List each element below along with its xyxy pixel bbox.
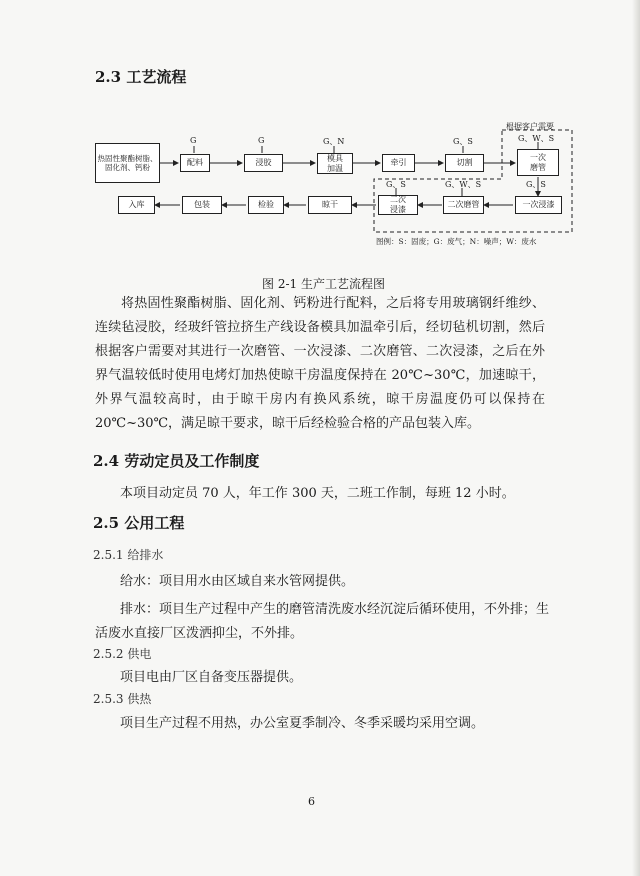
water-supply-text: 给水：项目用水由区域自来水管网提供。 (120, 574, 355, 589)
flowchart-legend: 图例：S：固废；G：废气；N：噪声；W：废水 (376, 237, 537, 246)
emission-label-gs-jinqi2: G、S (386, 180, 406, 189)
emission-label-gs-jinqi1: G、S (526, 180, 546, 189)
flow-box-lianggan: 晾干 (308, 196, 352, 214)
section-2-5-3-heading: 2.5.3 供热 (93, 692, 152, 706)
page-number: 6 (308, 795, 315, 808)
emission-label-gn-moju: G、N (323, 137, 345, 146)
power-supply-text: 项目电由厂区自备变压器提供。 (120, 670, 303, 685)
section-2-5-1-heading: 2.5.1 给排水 (93, 548, 164, 562)
emission-label-gws-moguan2: G、W、S (445, 180, 482, 189)
emission-label-g-jinjiao: G (258, 136, 265, 145)
flow-box-ruku: 入库 (118, 196, 155, 214)
flow-box-qianyin: 牵引 (382, 154, 415, 172)
figure-caption: 图 2-1 生产工艺流程图 (262, 277, 385, 291)
emission-label-gs-qiege: G、S (453, 137, 473, 146)
flow-box-erci-moguan: 二次磨管 (443, 196, 484, 214)
flow-box-raw-materials: 热固性聚酯树脂、固化剂、钙粉 (95, 143, 160, 183)
emission-label-gws-moguan1: G、W、S (518, 134, 555, 143)
flow-box-moju: 模具加温 (317, 153, 353, 174)
flow-box-peiliao: 配料 (180, 154, 210, 172)
section-2-5-heading: 2.5 公用工程 (93, 514, 185, 532)
section-2-4-body: 本项目动定员 70 人，年工作 300 天，二班工作制，每班 12 小时。 (120, 486, 515, 501)
flow-box-jianyan: 检验 (248, 196, 284, 214)
heating-text: 项目生产过程不用热，办公室夏季制冷、冬季采暖均采用空调。 (120, 716, 485, 731)
section-2-3-heading: 2.3 工艺流程 (95, 68, 187, 86)
flow-box-baozhuang: 包装 (182, 196, 222, 214)
emission-label-g-peiliao: G (190, 136, 197, 145)
drainage-text-line2: 活废水直接厂区泼洒抑尘，不外排。 (95, 626, 304, 641)
customer-need-note: 根据客户需要 (506, 122, 554, 131)
flow-box-yici-moguan: 一次磨管 (517, 149, 559, 176)
section-2-4-heading: 2.4 劳动定员及工作制度 (93, 452, 260, 470)
flow-box-qiege: 切割 (445, 154, 484, 172)
section-2-3-body: 将热固性聚酯树脂、固化剂、钙粉进行配料，之后将专用玻璃钢纤维纱、连续毡浸胶，经玻纤管拉挤生产线设备模具加温牵引后，经切毡机切割，然后根据客户需要对其进行一次磨管、一次浸漆、二次磨管、二次浸漆，之后在外界气温较低时使用电烤灯加热使晾干房温度保持在 20℃~30℃，加速晾干，外界气温较高时，由于晾干房内有换风系统，晾干房温度仍可以保持在 20℃~30℃，满足晾干要求，晾干后经检验合格的产品包装入库。 (95, 296, 545, 431)
section-2-5-2-heading: 2.5.2 供电 (93, 647, 152, 661)
flow-box-erci-jinqi: 二次浸漆 (378, 195, 418, 215)
flow-box-yici-jinqi: 一次浸漆 (515, 196, 562, 214)
flow-box-jinjiao: 浸胶 (244, 154, 283, 172)
drainage-text-line1: 排水：项目生产过程中产生的磨管清洗废水经沉淀后循环使用，不外排；生 (120, 602, 550, 617)
